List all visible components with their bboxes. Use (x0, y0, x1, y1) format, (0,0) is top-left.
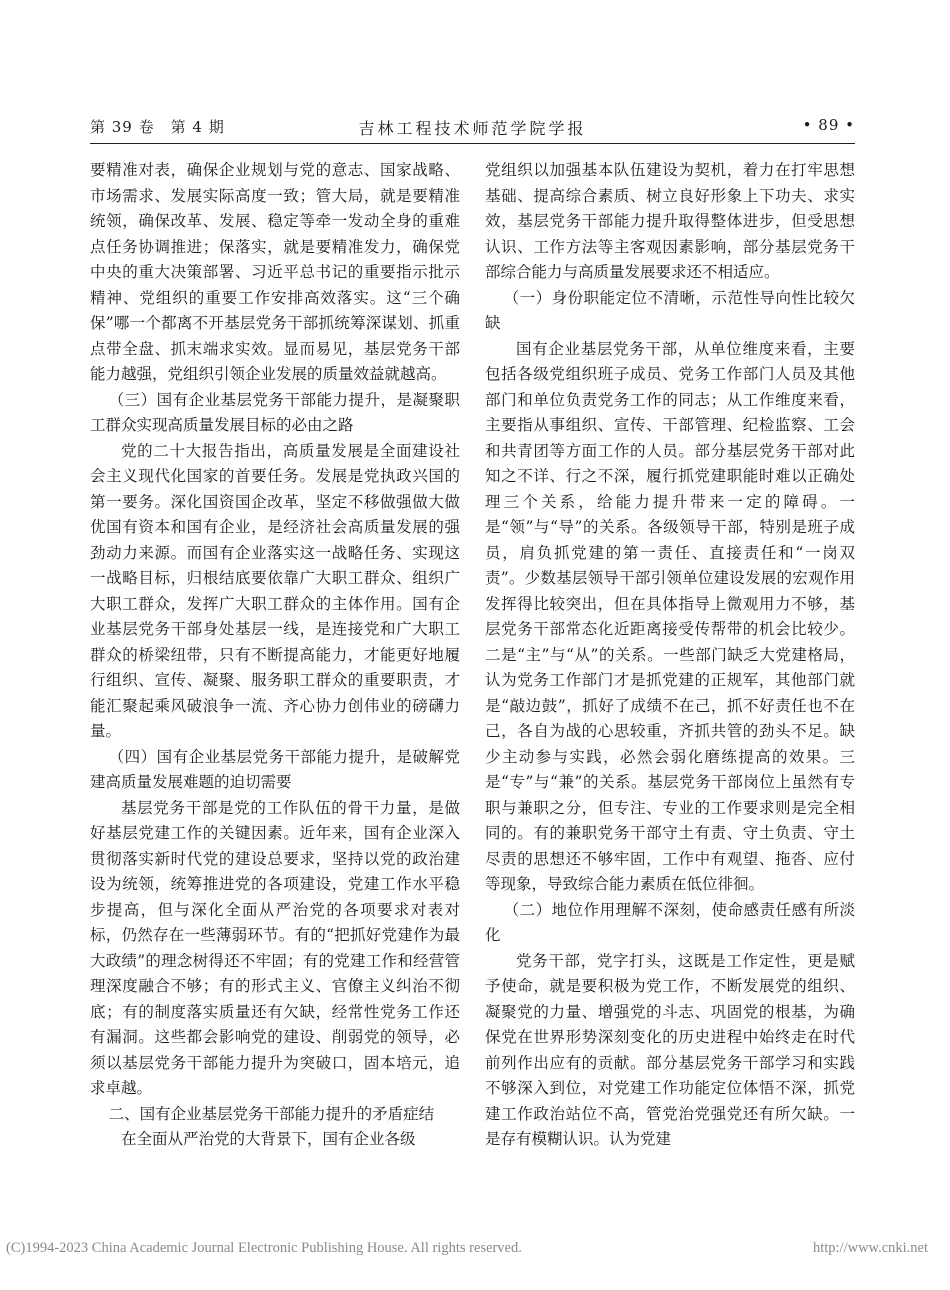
footer (0, 1240, 950, 1262)
journal-title: 吉林工程技术师范学院学报 (358, 119, 587, 138)
copyright-notice: (C)1994-2023 China Academic Journal Electronic Publishing House. All rights reserved. (6, 1240, 522, 1256)
section-heading: 二、国有企业基层党务干部能力提升的矛盾症结 (108, 1104, 435, 1123)
paragraph-continuation: 党组织以加强基本队伍建设为契机，着力在打牢思想基础、提高综合素质、树立良好形象上下功夫、求实效，基层党务干部能力提升取得整体进步，但受思想认识、工作方法等主客观因素影响，部分基层党务干部综合能力与高质量发展要求还不相适应。 (485, 161, 855, 281)
section-heading: （一）身份职能定位不清晰，示范性导向性比较欠缺 (485, 288, 855, 332)
paragraph: 基层党务干部是党的工作队伍的骨干力量，是做好基层党建工作的关键因素。近年来，国有企业深入贯彻落实新时代党的建设总要求，坚持以党的政治建设为统领，统筹推进党的各项建设，党建工作水平稳步提高，但与深化全面从严治党的各项要求对表对标，仍然存在一些薄弱环节。有的“把抓好党建作为最大政绩”的理念树得还不牢固；有的党建工作和经营管理深度融合不够；有的形式主义、官僚主义纠治不彻底；有的制度落实质量还有欠缺，经常性党务工作还有漏洞。这些都会影响党的建设、削弱党的领导，必须以基层党务干部能力提升为突破口，固本培元，追求卓越。 (90, 798, 460, 1097)
paragraph: 国有企业基层党务干部，从单位维度来看，主要包括各级党组织班子成员、党务工作部门人员及其他部门和单位负责党务工作的同志；从工作维度来看，主要指从事组织、宣传、干部管理、纪检监察、工会和共青团等方面工作的人员。部分基层党务干部对此知之不详、行之不深，履行抓党建职能时难以正确处理三个关系，给能力提升带来一定的障碍。一是“领”与“导”的关系。各级领导干部，特别是班子成员，肩负抓党建的第一责任、直接责任和“一岗双责”。少数基层领导干部引领单位建设发展的宏观作用发挥得比较突出，但在具体指导上微观用力不够，基层党务干部常态化近距离接受传帮带的机会比较少。二是“主”与“从”的关系。一些部门缺乏大党建格局，认为党务工作部门才是抓党建的正规军，其他部门就是“敲边鼓”，抓好了成绩不在己，抓不好责任也不在己，各自为战的心思较重，齐抓共管的劲头不足。缺少主动参与实践，必然会弱化磨练提高的效果。三是“专”与“兼”的关系。基层党务干部岗位上虽然有专职与兼职之分，但专注、专业的工作要求则是完全相同的。有的兼职党务干部守土有责、守土负责、守土尽责的思想还不够牢固，工作中有观望、拖沓、应付等现象，导致综合能力素质在低位徘徊。 (485, 339, 855, 893)
header-divider (90, 143, 855, 144)
page-number: • 89 • (802, 116, 855, 134)
paragraph: 党的二十大报告指出，高质量发展是全面建设社会主义现代化国家的首要任务。发展是党执政兴国的第一要务。深化国资国企改革，坚定不移做强做大做优国有资本和国有企业，是经济社会高质量发展的强劲动力来源。而国有企业落实这一战略任务、实现这一战略目标，归根结底要依靠广大职工群众、组织广大职工群众，发挥广大职工群众的主体作用。国有企业基层党务干部身处基层一线，是连接党和广大职工群众的桥梁纽带，只有不断提高能力，才能更好地履行组织、宣传、凝聚、服务职工群众的重要职责，才能汇聚起乘风破浪争一流、齐心协力创伟业的磅礴力量。 (90, 441, 460, 740)
left-column (90, 158, 460, 1248)
paragraph-continuation: 要精准对表，确保企业规划与党的意志、国家战略、市场需求、发展实际高度一致；管大局，就是要精准统领，确保改革、发展、稳定等牵一发动全身的重难点任务协调推进；保落实，就是要精准发力，确保党中央的重大决策部署、习近平总书记的重要指示批示精神、党组织的重要工作安排高效落实。这“三个确保”哪一个都离不开基层党务干部抓统筹深谋划、抓重点带全盘、抓末端求实效。显而易见，基层党务干部能力越强，党组织引领企业发展的质量效益就越高。 (90, 161, 460, 383)
paragraph: 在全面从严治党的大背景下，国有企业各级 (121, 1130, 416, 1148)
source-url: http://www.cnki.net (812, 1240, 928, 1256)
section-heading: （二）地位作用理解不深刻，使命感责任感有所淡化 (485, 900, 855, 944)
running-head (90, 116, 855, 140)
section-heading: （三）国有企业基层党务干部能力提升，是凝聚职工群众实现高质量发展目标的必由之路 (90, 390, 460, 434)
volume-issue: 第 39 卷 第 4 期 (90, 118, 225, 136)
paragraph: 党务干部，党字打头，这既是工作定性，更是赋予使命，就是要积极为党工作，不断发展党的组织、凝聚党的力量、增强党的斗志、巩固党的根基，为确保党在世界形势深刻变化的历史进程中始终走在时代前列作出应有的贡献。部分基层党务干部学习和实践不够深入到位，对党建工作功能定位体悟不深，抓党建工作政治站位不高，管党治党强党还有所欠缺。一是存有模糊认识。认为党建 (485, 951, 855, 1148)
section-heading: （四）国有企业基层党务干部能力提升，是破解党建高质量发展难题的迫切需要 (90, 747, 460, 791)
right-column (485, 158, 855, 1248)
